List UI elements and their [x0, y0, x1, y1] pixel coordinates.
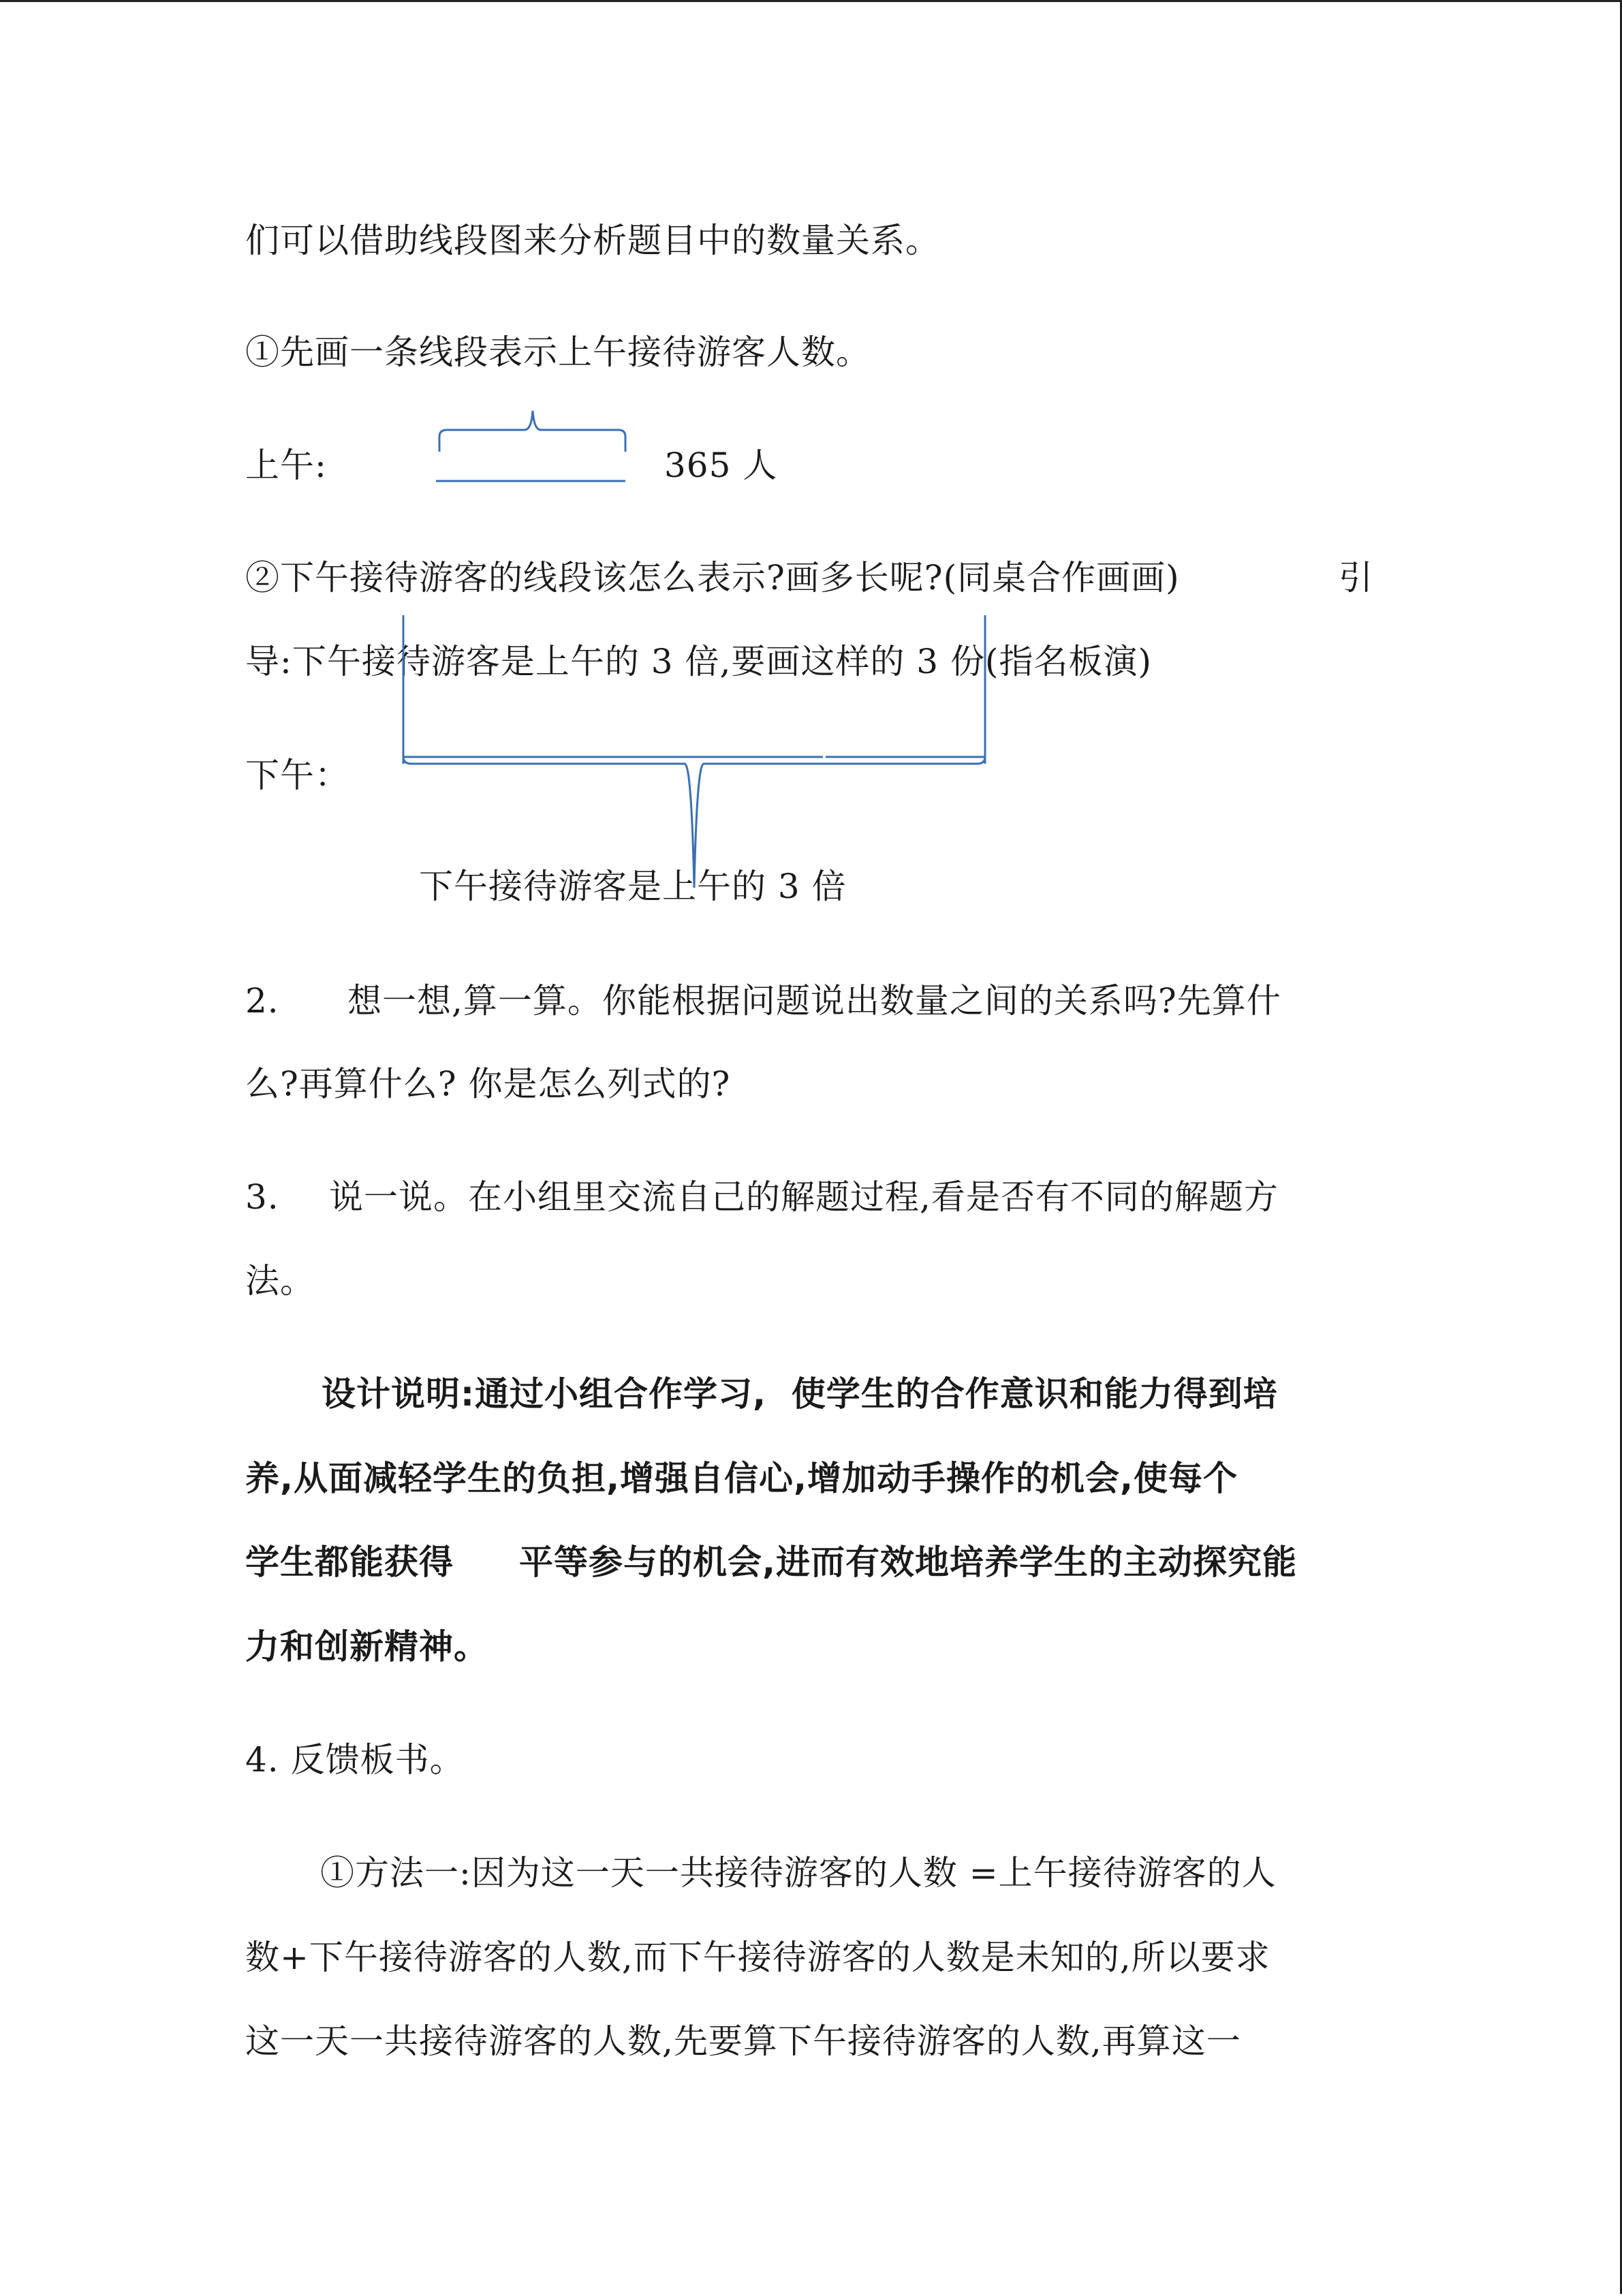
am-segment-diagram	[436, 411, 625, 481]
list-number: 2.	[245, 981, 279, 1021]
text-line: ②下午接待游客的线段该怎么表示?画多长呢?(同桌合作画画)	[245, 558, 1180, 598]
design-note: 设计说明:通过小组合作学习, 使学生的合作意识和能力得到培	[322, 1374, 1278, 1414]
text-line: 数+下午接待游客的人数,而下午接待游客的人数是未知的,所以要求	[245, 1938, 1270, 1977]
design-note: 力和创新精神。	[245, 1627, 488, 1666]
design-note: 平等参与的机会,进而有效地培养学生的主动探究能	[519, 1542, 1297, 1582]
text-line: ①先画一条线段表示上午接待游客人数。	[245, 332, 871, 372]
text-line: ①方法一:因为这一天一共接待游客的人数 =上午接待游客的人	[320, 1853, 1277, 1893]
design-note: 养,从面减轻学生的负担,增强自信心,增加动手操作的机会,使每个	[245, 1459, 1238, 1498]
text-line: 导:下午接待游客是上午的 3 倍,要画这样的 3 份(指名板演)	[245, 642, 1152, 681]
text-line: 这一天一共接待游客的人数,先要算下午接待游客的人数,再算这一	[245, 2021, 1241, 2061]
text-line: 引	[1339, 558, 1373, 598]
am-label: 上午:	[245, 446, 327, 485]
text-line: 们可以借助线段图来分析题目中的数量关系。	[245, 221, 940, 260]
am-brace	[439, 411, 625, 452]
text-line: 么?再算什么? 你是怎么列式的?	[245, 1064, 731, 1104]
text-line: 想一想,算一算。你能根据问题说出数量之间的关系吗?先算什	[347, 981, 1281, 1021]
text-line: 4. 反馈板书。	[245, 1740, 465, 1780]
pm-label: 下午：	[245, 756, 349, 795]
pm-caption: 下午接待游客是上午的 3 倍	[419, 867, 847, 906]
text-line: 法。	[245, 1261, 315, 1301]
design-note: 学生都能获得	[245, 1542, 454, 1582]
am-count: 365 人	[664, 446, 778, 485]
list-number: 3.	[245, 1177, 279, 1217]
text-line: 说一说。在小组里交流自己的解题过程,看是否有不同的解题方	[329, 1177, 1279, 1217]
